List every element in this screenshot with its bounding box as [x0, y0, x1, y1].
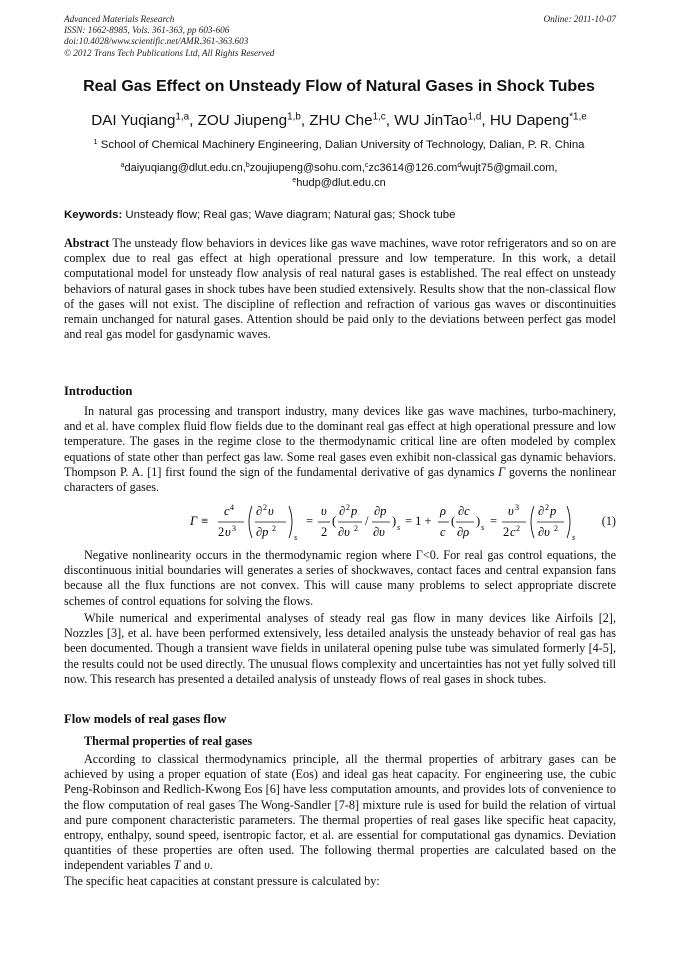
section-heading-introduction: Introduction — [64, 384, 133, 398]
email: zoujiupeng@sohu.com, — [249, 162, 365, 174]
author: ZOU Jiupeng$^{1,b}$ — [197, 111, 301, 129]
svg-text:(: ( — [451, 514, 456, 528]
author: WU JinTao$^{1,d}$ — [394, 111, 482, 129]
svg-text:s: s — [397, 523, 401, 532]
svg-text:∂υ: ∂υ — [538, 525, 550, 539]
svg-text:∂p: ∂p — [256, 525, 269, 539]
journal-header — [64, 14, 616, 59]
svg-text:s: s — [572, 533, 576, 542]
intro-paragraph-1: In natural gas processing and transport industry, many devices like gas wave machines, turbo-machinery, and et al. have complex fluid flow fields due to the dominant real gas effect at high operational pressure and low temperature. The gases in the regime close to the thermodynamic critical line are often modeled by complex equations of state other than perfect gas law. Some real gases even exhibit non-classical gas dynamic behaviors. Thompson P. A. [1] first found the sign of the fundamental derivative of gas dynamics Γ governs the nonlinear characters of gases. — [64, 404, 617, 495]
svg-text:= 1 +: = 1 + — [405, 514, 432, 528]
author: ZHU Che$^{1,c}$ — [309, 111, 386, 129]
svg-text:∂p: ∂p — [374, 504, 387, 518]
abstract-text: The unsteady flow behaviors in devices like gas wave machines, wave rotor refrigerators and so on are complex due to real gas effect at high operational pressure and low temperature. In this work, a detail computational model for unsteady flow analysis of real natural gases is established. The real effect on unsteady behaviors of natural gases in shock tubes have been studied extensively. Results show that the non-classical flow of the gases will not exist. The discipline of reflection and refraction of various gas waves or discontinuities remain unchanged for natural gases. Attention should be paid only to the deviations between perfect gas model and real gas model for gasdynamic waves. — [64, 236, 616, 342]
subsection-heading-thermal-properties: Thermal properties of real gases — [84, 734, 253, 748]
journal-name: Advanced Materials Research — [64, 14, 175, 24]
svg-text:2: 2 — [516, 524, 520, 533]
email: hudp@dlut.edu.cn — [296, 177, 386, 189]
svg-text:/: / — [365, 514, 369, 528]
flow-models-paragraph-1: According to classical thermodynamics principle, all the thermal properties of arbitrary gases can be achieved by using a proper equation of state (Eos) and ideal gas heat capacity. For engineering use, the cubic Peng-Robinson and Redlich-Kwong Eos [6] have less computation amounts, and provides lots of convenience to the flow computation of real gases The Wong-Sandler [7-8] mixture rule is used for build the relation of virtual and pure component characteristic parameters. The thermal properties of real gases like specific heat capacity, entropy, enthalpy, sound speed, isentropic factor, et al. are essential for computational gas dynamics. Deviation quantities of these properties are often used. The following thermal properties are calculated based on the independent variables T and υ. The specific heat capacities at constant pressure is calculated by: — [64, 752, 616, 888]
svg-text:c: c — [510, 525, 516, 539]
svg-text:2: 2 — [346, 503, 350, 512]
svg-text:∂υ: ∂υ — [373, 525, 385, 539]
svg-text:3: 3 — [232, 524, 236, 533]
email-list: $^a$daiyuqiang@dlut.edu.cn,$^b$zoujiupeng@sohu.com,$^c$zc3614@126.com$^d$wujt75@gmail.com, $^e$hudp@dlut.edu.cn — [120, 161, 558, 189]
abstract — [64, 236, 616, 342]
svg-text:): ) — [476, 514, 481, 528]
svg-text:υ: υ — [268, 504, 274, 518]
svg-text:ρ: ρ — [440, 504, 446, 518]
online-date: Online: 2011-10-07 — [543, 14, 616, 24]
svg-text:2: 2 — [554, 524, 558, 533]
svg-text:(: ( — [332, 514, 337, 528]
svg-text:υ: υ — [321, 504, 327, 518]
equation-1 — [64, 500, 616, 544]
intro-paragraph-2: Negative nonlinearity occurs in the thermodynamic region where Γ<0. For real gas control equations, the discontinuous initial boundaries will generates a series of shockwaves, contact faces and central expansion fans because all the flux functions are not convex. This will cause many problems to select appropriate discrete schemes of control equations for solving the flows. — [64, 548, 616, 608]
svg-text:4: 4 — [230, 503, 234, 512]
email: wujt75@gmail.com, — [461, 162, 558, 174]
svg-text:=: = — [490, 514, 498, 528]
svg-text:p: p — [351, 504, 358, 518]
svg-text:∂: ∂ — [256, 504, 263, 518]
svg-text:): ) — [392, 514, 397, 528]
svg-text:∂ρ: ∂ρ — [457, 525, 470, 539]
author: HU Dapeng$^{*1,e}$ — [489, 111, 587, 129]
email: daiyuqiang@dlut.edu.cn, — [124, 162, 246, 174]
keywords: Keywords: Unsteady flow; Real gas; Wave diagram; Natural gas; Shock tube — [64, 209, 456, 221]
svg-text:3: 3 — [515, 503, 519, 512]
copyright: © 2012 Trans Tech Publications Ltd, All Rights Reserved — [64, 47, 275, 58]
svg-text:s: s — [294, 533, 298, 542]
equation-number: (1) — [601, 514, 616, 528]
issn: ISSN: 1662-8985, Vols. 361-363, pp 603-606 — [64, 25, 230, 36]
svg-text:=: = — [306, 514, 314, 528]
author-list: DAI Yuqiang$^{1,a}$, ZOU Jiupeng$^{1,b}$, ZHU Che$^{1,c}$, WU JinTao$^{1,d}$, HU Dapeng$^{*1,e}$ — [91, 111, 587, 129]
paper-title: Real Gas Effect on Unsteady Flow of Natural Gases in Shock Tubes — [83, 78, 595, 95]
svg-text:2: 2 — [321, 525, 328, 539]
svg-text:p: p — [550, 504, 557, 518]
section-heading-flow-models: Flow models of real gases flow — [64, 712, 227, 726]
flow-models-paragraph-2: The specific heat capacities at constant pressure is calculated by: — [64, 873, 380, 888]
svg-text:υ: υ — [225, 525, 231, 539]
svg-text:∂: ∂ — [339, 504, 346, 518]
svg-text:c: c — [440, 525, 446, 539]
equation-formula — [190, 500, 580, 544]
svg-text:c: c — [224, 504, 230, 518]
doi: doi:10.4028/www.scientific.net/AMR.361-363.603 — [64, 36, 249, 47]
svg-text:2: 2 — [545, 503, 549, 512]
svg-text:2: 2 — [263, 503, 267, 512]
svg-text:2: 2 — [272, 524, 276, 533]
author: DAI Yuqiang$^{1,a}$ — [91, 111, 190, 129]
svg-text:s: s — [481, 523, 485, 532]
intro-paragraph-3: While numerical and experimental analyses of steady real gas flow in many devices like Airfoils [2], Nozzles [3], et al. have been performed extensively, less detailed analysis the unsteady behavior of real gas has been documented. Though a transient wave fields in unilateral opening pulse tube was simulated formerly [4-5], the results could not be used directly. The unusual flows complexity and uncertainties has not yet fully solved till now. This research has presented a detailed analysis of unsteady flows of real gases in shock tubes. — [64, 611, 616, 686]
affiliation: $^1$ School of Chemical Machinery Engineering, Dalian University of Technology, Dalian, P. R. China — [93, 136, 585, 151]
svg-text:∂: ∂ — [538, 504, 545, 518]
email: zc3614@126.com — [368, 162, 458, 174]
svg-text:2: 2 — [218, 525, 225, 539]
svg-text:∂c: ∂c — [458, 504, 470, 518]
abstract-label: Abstract — [64, 236, 110, 250]
svg-text:∂υ: ∂υ — [338, 525, 350, 539]
svg-text:2: 2 — [503, 525, 510, 539]
svg-text:υ: υ — [508, 504, 514, 518]
svg-text:Γ ≡: Γ ≡ — [190, 514, 209, 528]
svg-text:2: 2 — [354, 524, 358, 533]
